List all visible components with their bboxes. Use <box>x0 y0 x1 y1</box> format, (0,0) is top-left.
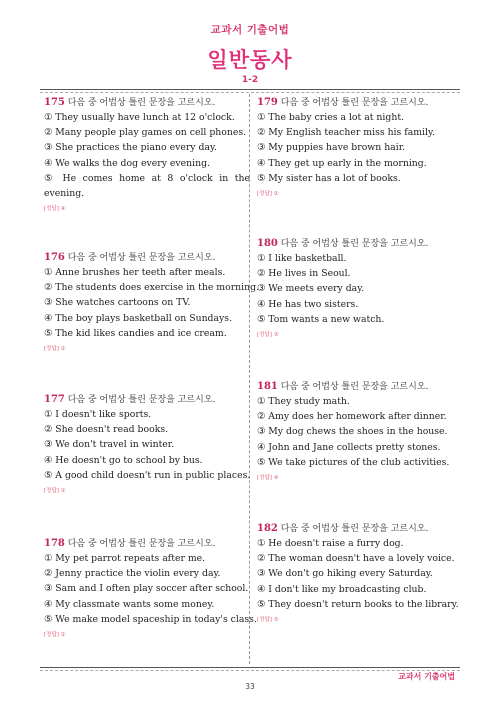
option-1: ① They study math. <box>257 396 350 407</box>
answer-label: [정답] ② <box>257 191 279 198</box>
question-prompt: 다음 중 어법상 틀린 문장을 고르시오. <box>67 253 216 263</box>
option-5: ⑤ My sister has a lot of books. <box>257 172 401 184</box>
option-3: ③ Sam and I often play soccer after school. <box>44 583 249 595</box>
question-prompt: 다음 중 어법상 틀린 문장을 고르시오. <box>67 98 216 108</box>
option-3: ③ My dog chews the shoes in the house. <box>257 426 448 438</box>
option-5: ⑤ We take pictures of the club activities. <box>257 456 450 468</box>
book-series-label: 교과서 기출어법 <box>210 24 290 36</box>
option-5: ⑤ They doesn't return books to the library. <box>257 598 459 610</box>
option-1: ① He doesn't raise a furry dog. <box>257 538 404 549</box>
header-rule <box>40 89 460 90</box>
option-2: ② My English teacher miss his family. <box>257 127 435 139</box>
option-3: ③ We don't travel in winter. <box>44 439 175 451</box>
question-number: 175 <box>44 97 65 108</box>
question-prompt: 다음 중 어법상 틀린 문장을 고르시오. <box>67 539 216 549</box>
option-3: ③ My puppies have brown hair. <box>257 142 406 154</box>
option-5: ⑤ Tom wants a new watch. <box>257 313 385 325</box>
answer-label: [정답] ② <box>44 346 66 353</box>
question-number: 178 <box>44 538 65 549</box>
question-prompt: 다음 중 어법상 틀린 문장을 고르시오. <box>280 239 429 249</box>
footer-rule-dashed <box>40 670 460 671</box>
question-181 <box>257 380 463 481</box>
option-1: ① My pet parrot repeats after me. <box>44 553 206 564</box>
option-1: ① Anne brushes her teeth after meals. <box>44 267 226 278</box>
answer-label: [정답] ③ <box>257 332 279 339</box>
option-1: ① I doesn't like sports. <box>44 409 152 420</box>
option-4: ④ John and Jane collects pretty stones. <box>257 441 441 453</box>
question-number: 177 <box>44 394 65 405</box>
option-2: ② The woman doesn't have a lovely voice. <box>257 553 455 565</box>
question-number: 182 <box>257 523 278 534</box>
answer-label: [정답] ② <box>44 632 66 639</box>
option-5: ⑤ He comes home at 8 o'clock in the evening. <box>44 172 250 200</box>
option-5: ⑤ We make model spaceship in today's class. <box>44 613 257 625</box>
option-2: ② He lives in Seoul. <box>257 268 351 280</box>
question-prompt: 다음 중 어법상 틀린 문장을 고르시오. <box>280 98 429 108</box>
option-4: ④ The boy plays basketball on Sundays. <box>44 312 233 324</box>
answer-label: [정답] ① <box>44 488 66 495</box>
question-177 <box>44 393 250 494</box>
option-4: ④ My classmate wants some money. <box>44 598 215 610</box>
option-4: ④ We walks the dog every evening. <box>44 157 211 169</box>
option-5: ⑤ The kid likes candies and ice cream. <box>44 327 227 339</box>
option-2: ② Jenny practice the violin every day. <box>44 568 221 580</box>
answer-label: [정답] ④ <box>257 475 279 482</box>
question-175 <box>44 96 250 212</box>
page-title: 일반동사 <box>207 48 293 72</box>
footer-rule <box>40 667 460 668</box>
header-rule-dashed <box>40 92 460 93</box>
question-number: 179 <box>257 97 278 108</box>
option-1: ① They usually have lunch at 12 o'clock. <box>44 112 235 123</box>
option-3: ③ We meets every day. <box>257 283 365 295</box>
option-4: ④ They get up early in the morning. <box>257 157 427 169</box>
question-number: 181 <box>257 381 278 392</box>
option-3: ③ She watches cartoons on TV. <box>44 297 191 309</box>
section-number: 1-2 <box>241 75 259 85</box>
question-number: 176 <box>44 252 65 263</box>
option-2: ② Amy does her homework after dinner. <box>257 411 447 423</box>
question-prompt: 다음 중 어법상 틀린 문장을 고르시오. <box>280 524 429 534</box>
answer-label: [정답] ⑤ <box>257 617 279 624</box>
option-5: ⑤ A good child doesn't run in public places. <box>44 469 251 481</box>
option-3: ③ She practices the piano every day. <box>44 142 217 154</box>
option-1: ① I like basketball. <box>257 253 347 264</box>
option-1: ① The baby cries a lot at night. <box>257 112 405 123</box>
question-178 <box>44 537 257 639</box>
question-179 <box>257 96 463 197</box>
option-2: ② The students does exercise in the morning. <box>44 282 260 294</box>
option-4: ④ I don't like my broadcasting club. <box>257 583 427 595</box>
option-2: ② She doesn't read books. <box>44 424 169 436</box>
option-4: ④ He has two sisters. <box>257 298 359 310</box>
question-176 <box>44 251 260 353</box>
question-prompt: 다음 중 어법상 틀린 문장을 고르시오. <box>280 382 429 392</box>
footer-brand: 교과서 기출어법 <box>398 672 455 681</box>
option-4: ④ He doesn't go to school by bus. <box>44 454 203 466</box>
question-number: 180 <box>257 238 278 249</box>
question-prompt: 다음 중 어법상 틀린 문장을 고르시오. <box>67 395 216 405</box>
option-2: ② Many people play games on cell phones. <box>44 127 247 139</box>
question-182 <box>257 522 463 623</box>
page-number: 33 <box>245 682 255 691</box>
option-3: ③ We don't go hiking every Saturday. <box>257 568 433 580</box>
answer-label: [정답] ④ <box>44 206 66 213</box>
question-180 <box>257 237 463 338</box>
